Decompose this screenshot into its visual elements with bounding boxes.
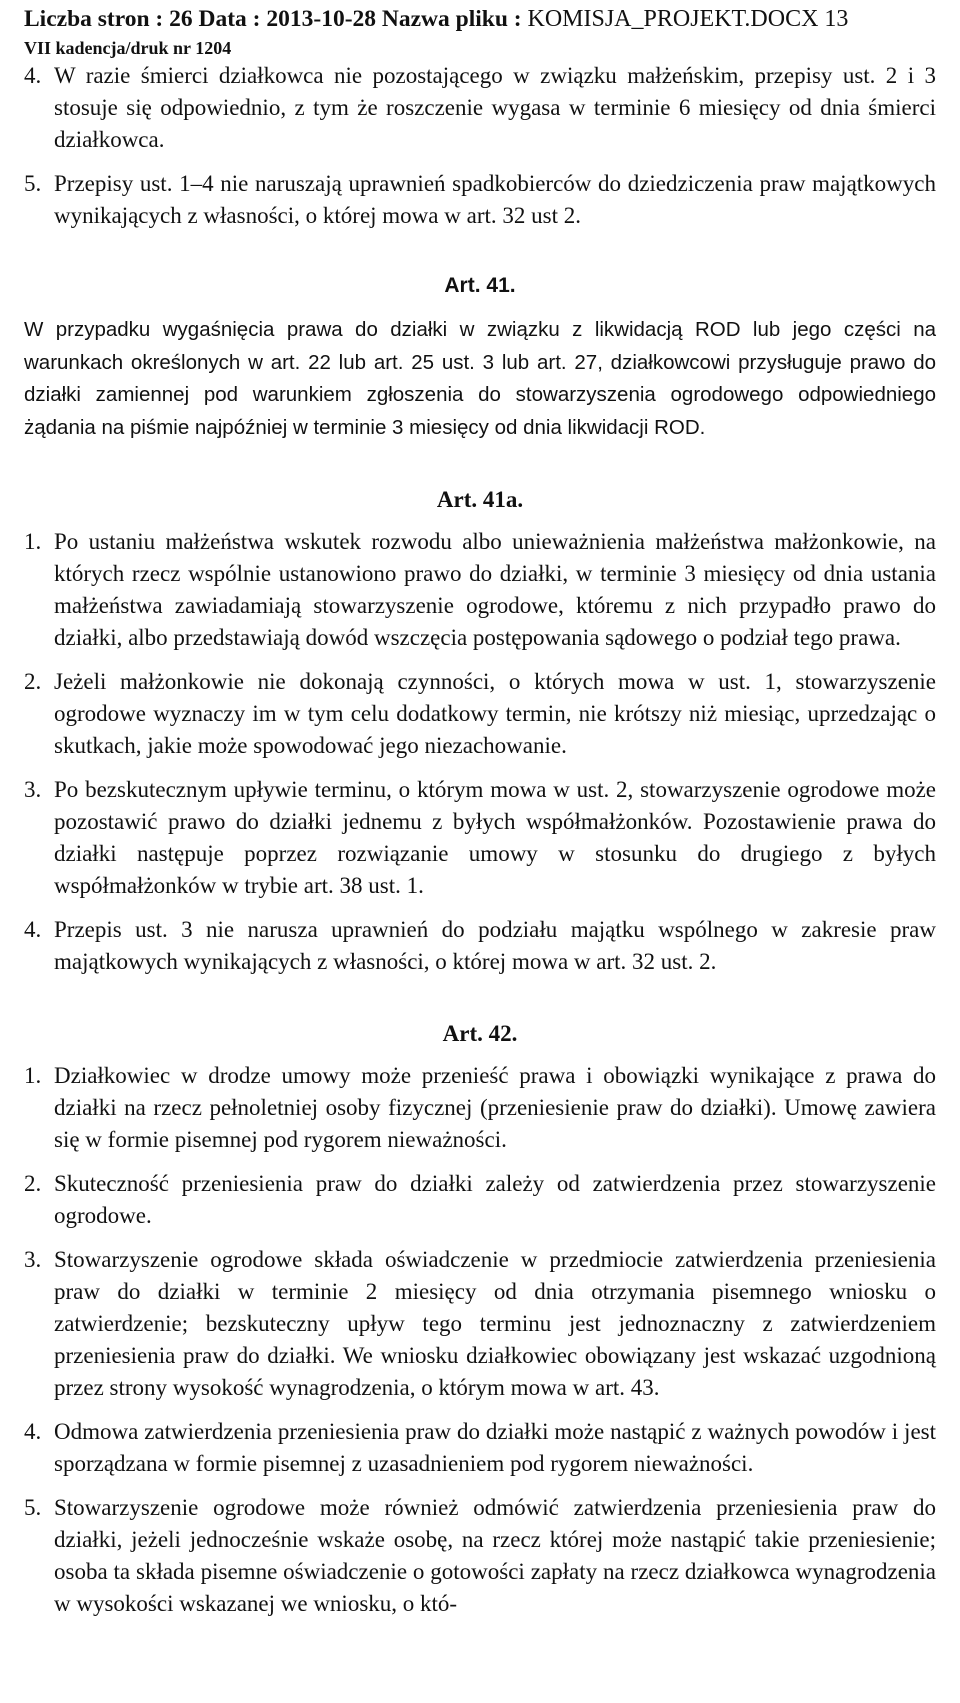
list-item bbox=[24, 60, 936, 156]
article-heading: Art. 41a. bbox=[436, 487, 524, 512]
header-meta: Liczba stron : 26 Data : 2013-10-28 Nazwa pliku : bbox=[24, 6, 522, 32]
item-text: Odmowa zatwierdzenia przeniesienia praw do działki może nastąpić z ważnych powodów i jest sporządzana w formie pisemnej z uzasadnieniem pod rygorem nieważności. bbox=[54, 1419, 936, 1476]
item-number: 5. bbox=[24, 171, 42, 196]
item-number: 4. bbox=[24, 917, 42, 942]
article-heading: Art. 42. bbox=[442, 1021, 518, 1046]
header-line-1 bbox=[24, 2, 936, 36]
header-filename: KOMISJA_PROJEKT.DOCX 13 bbox=[527, 6, 849, 32]
item-number: 5. bbox=[24, 1495, 42, 1520]
item-number: 2. bbox=[24, 669, 42, 694]
list-item bbox=[24, 1492, 936, 1620]
list-item bbox=[24, 1168, 936, 1232]
item-text: Jeżeli małżonkowie nie dokonają czynności, o których mowa w ust. 1, stowarzyszenie ogrodowe wyznaczy im w tym celu dodatkowy termin, nie krótszy niż miesiąc, uprzedzając o skutkach, jakie może spowodować jego niezachowanie. bbox=[54, 669, 936, 758]
item-number: 2. bbox=[24, 1171, 42, 1196]
item-text: Po bezskutecznym upływie terminu, o którym mowa w ust. 2, stowarzyszenie ogrodowe może pozostawić prawo do działki jednemu z byłych współmałżonków. Pozostawienie prawa do działki następuje poprzez rozwiązanie umowy w stosunku do drugiego z byłych współmałżonków w trybie art. 38 ust. 1. bbox=[54, 777, 936, 898]
item-number: 4. bbox=[24, 1419, 42, 1444]
item-text: Działkowiec w drodze umowy może przenieść prawa i obowiązki wynikające z prawa do działki na rzecz pełnoletniej osoby fizycznej (przeniesienie praw do działki). Umowę zawiera się w formie pisemnej pod rygorem nieważności. bbox=[54, 1063, 936, 1152]
list-item bbox=[24, 1416, 936, 1480]
item-number: 1. bbox=[24, 1063, 42, 1088]
page-header bbox=[24, 2, 936, 60]
list-item bbox=[24, 914, 936, 978]
list-item bbox=[24, 774, 936, 902]
item-text: Skuteczność przeniesienia praw do działki zależy od zatwierdzenia przez stowarzyszenie ogrodowe. bbox=[54, 1171, 936, 1228]
article-heading: Art. 41. bbox=[444, 274, 516, 297]
list-item bbox=[24, 666, 936, 762]
item-number: 4. bbox=[24, 63, 42, 88]
item-text: Stowarzyszenie ogrodowe składa oświadczenie w przedmiocie zatwierdzenia przeniesienia praw do działki w terminie 2 miesięcy od dnia otrzymania pisemnego wniosku o zatwierdzenie; bezskuteczny upływ tego terminu jest jednoznaczny z zatwierdzeniem przeniesienia praw do działki. We wniosku działkowiec obowiązany jest wskazać uzgodnioną przez strony wysokość wynagrodzenia, o którym mowa w art. 43. bbox=[54, 1247, 936, 1400]
header-line-2: VII kadencja/druk nr 1204 bbox=[24, 38, 232, 58]
item-text: W razie śmierci działkowca nie pozostającego w związku małżeńskim, przepisy ust. 2 i 3 stosuje się odpowiednio, z tym że roszczenie wygasa w terminie 6 miesięcy od dnia śmierci działkowca. bbox=[54, 63, 936, 152]
list-item bbox=[24, 168, 936, 232]
list-item bbox=[24, 1244, 936, 1404]
list-item bbox=[24, 526, 936, 654]
item-number: 1. bbox=[24, 529, 42, 554]
item-number: 3. bbox=[24, 777, 42, 802]
item-text: Przepis ust. 3 nie narusza uprawnień do podziału majątku wspólnego w zakresie praw majątkowych wynikających z własności, o której mowa w art. 32 ust. 2. bbox=[54, 917, 936, 974]
article-text: W przypadku wygaśnięcia prawa do działki w związku z likwidacją ROD lub jego części na warunkach określonych w art. 22 lub art. 25 ust. 3 lub art. 27, działkowcowi przysługuje prawo do działki zamiennej pod warunkiem zgłoszenia do stowarzyszenia ogrodowego odpowiedniego żądania na piśmie najpóźniej w terminie 3 miesięcy od dnia likwidacji ROD. bbox=[24, 318, 936, 439]
item-text: Po ustaniu małżeństwa wskutek rozwodu albo unieważnienia małżeństwa małżonkowie, na których rzecz wspólnie ustanowiono prawo do działki, w terminie 3 miesięcy od dnia ustania małżeństwa zawiadamiają stowarzyszenie ogrodowe, któremu z nich przypadło prawo do działki, albo przedstawiają dowód wszczęcia postępowania sądowego o podział tego prawa. bbox=[54, 529, 936, 650]
item-text: Stowarzyszenie ogrodowe może również odmówić zatwierdzenia przeniesienia praw do działki, jeżeli jednocześnie wskaże osobę, na rzecz której może nastąpić takie przeniesienie; osoba ta składa pisemne oświadczenie o gotowości zapłaty na rzecz działkowca wynagrodzenia w wysokości wskazanej we wniosku, o któ- bbox=[54, 1495, 936, 1616]
document-body bbox=[24, 60, 936, 1632]
item-number: 3. bbox=[24, 1247, 42, 1272]
list-item bbox=[24, 1060, 936, 1156]
item-text: Przepisy ust. 1–4 nie naruszają uprawnień spadkobierców do dziedziczenia praw majątkowych wynikających z własności, o której mowa w art. 32 ust 2. bbox=[54, 171, 936, 228]
